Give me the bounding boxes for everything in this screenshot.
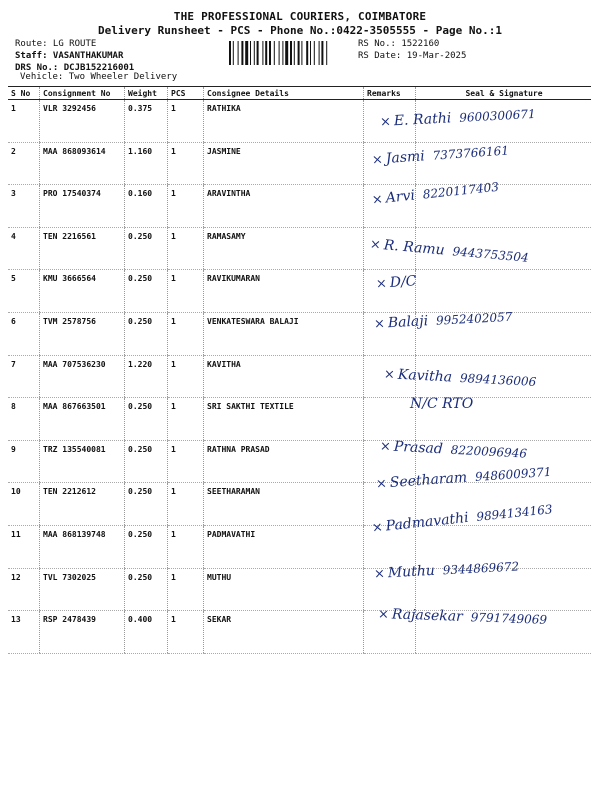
cross-mark: × [379,114,392,130]
weight-cell: 0.375 [125,100,168,143]
consignee-cell: RATHNA PRASAD [204,440,364,483]
sno-cell: 6 [8,312,40,355]
pcs-cell: 1 [168,142,204,185]
consignment-cell: TEN 2212612 [40,483,125,526]
weight-cell: 0.250 [125,227,168,270]
document-title: THE PROFESSIONAL COURIERS, COIMBATORE [173,10,427,23]
signature-cell [416,270,592,313]
signature-phone: 9443753504 [451,244,530,265]
pcs-cell: 1 [168,568,204,611]
signature-phone: 8220096946 [450,442,528,461]
cross-mark: × [369,237,382,253]
table-header-row [8,87,591,100]
cross-mark: × [379,439,392,455]
table-row [8,185,591,228]
weight-cell: 0.250 [125,525,168,568]
sno-cell: 7 [8,355,40,398]
consignee-cell: RAVIKUMARAN [204,270,364,313]
column-header-sno: S No [8,87,40,100]
pcs-cell: 1 [168,270,204,313]
cross-mark: × [377,607,390,623]
consignee-cell: SRI SAKTHI TEXTILE [204,398,364,441]
consignment-cell: MAA 868139748 [40,525,125,568]
remarks-cell [364,398,416,441]
pcs-cell: 1 [168,440,204,483]
cross-mark: × [383,367,396,383]
weight-cell: 1.220 [125,355,168,398]
vehicle-label: Vehicle: Two Wheeler Delivery [20,72,178,82]
rs-date: RS Date: 19-Mar-2025 [358,51,467,61]
sno-cell: 4 [8,227,40,270]
table-row [8,398,591,441]
sno-cell: 9 [8,440,40,483]
signature-phone: 9894134163 [475,502,554,524]
cross-mark: × [373,566,386,582]
consignment-cell: MAA 868093614 [40,142,125,185]
consignee-cell: KAVITHA [204,355,364,398]
pcs-cell: 1 [168,312,204,355]
pcs-cell: 1 [168,483,204,526]
rs-number: RS No.: 1522160 [358,39,440,49]
staff-label: Staff: VASANTHAKUMAR [15,51,124,61]
sno-cell: 8 [8,398,40,441]
cross-mark: × [375,476,388,492]
column-header-weight: Weight [125,87,168,100]
consignee-cell: RAMASAMY [204,227,364,270]
consignment-cell: TEN 2216561 [40,227,125,270]
consignee-cell: VENKATESWARA BALAJI [204,312,364,355]
weight-cell: 0.250 [125,312,168,355]
weight-cell: 1.160 [125,142,168,185]
signature-name: Rajasekar [391,606,464,625]
column-header-signature: Seal & Signature [416,87,592,100]
pcs-cell: 1 [168,525,204,568]
consignment-cell: TRZ 135540081 [40,440,125,483]
weight-cell: 0.250 [125,270,168,313]
signature-phone: 9791749069 [470,610,548,627]
weight-cell: 0.250 [125,398,168,441]
column-header-consignee: Consignee Details [204,87,364,100]
signature-name: N/C RTO [410,396,474,412]
cross-mark: × [375,276,388,292]
consignee-cell: ARAVINTHA [204,185,364,228]
column-header-consignment: Consignment No [40,87,125,100]
cross-mark: × [371,191,384,208]
pcs-cell: 1 [168,100,204,143]
weight-cell: 0.250 [125,483,168,526]
sno-cell: 5 [8,270,40,313]
signature-name: Balaji [387,313,429,332]
pcs-cell: 1 [168,355,204,398]
consignee-cell: SEKAR [204,611,364,654]
weight-cell: 0.250 [125,440,168,483]
pcs-cell: 1 [168,398,204,441]
signature-name: E. Rathi [393,110,452,130]
signature-name: Padmavathi [384,509,470,535]
sno-cell: 1 [8,100,40,143]
signature-phone: 9486009371 [474,464,552,485]
sno-cell: 12 [8,568,40,611]
runsheet-meta-left [15,38,134,74]
consignee-cell: RATHIKA [204,100,364,143]
signature-phone: 9952402057 [435,309,513,328]
drs-number: DRS No.: DCJB152216001 [15,63,135,73]
signature-name: Jasmi [385,148,426,168]
signature-name: R. Ramu [383,237,446,259]
pcs-cell: 1 [168,185,204,228]
weight-cell: 0.400 [125,611,168,654]
cross-mark: × [373,316,386,332]
consignment-cell: VLR 3292456 [40,100,125,143]
signature-name: Kavitha [397,366,453,386]
pcs-cell: 1 [168,227,204,270]
handwritten-signature [375,273,417,292]
sno-cell: 10 [8,483,40,526]
consignment-cell: KMU 3666564 [40,270,125,313]
signature-name: Prasad [393,438,444,458]
cross-mark: × [371,519,384,536]
column-header-pcs: PCS [168,87,204,100]
consignee-cell: MUTHU [204,568,364,611]
handwritten-signature [410,396,473,412]
sno-cell: 11 [8,525,40,568]
pcs-cell: 1 [168,611,204,654]
signature-phone: 7373766161 [432,143,510,163]
signature-name: Muthu [387,562,436,582]
signature-phone: 9894136006 [459,370,537,389]
consignment-cell: TVL 7302025 [40,568,125,611]
consignment-cell: MAA 867663501 [40,398,125,441]
sno-cell: 2 [8,142,40,185]
signature-phone: 9344869672 [442,559,520,578]
signature-name: D/C [389,273,418,292]
signature-name: Seetharam [389,469,468,492]
document-subtitle: Delivery Runsheet - PCS - Phone No.:0422-3505555 - Page No.:1 [98,24,502,37]
barcode [228,41,352,65]
runsheet-meta-right [358,38,466,62]
consignee-cell: SEETHARAMAN [204,483,364,526]
consignment-cell: PRO 17540374 [40,185,125,228]
consignment-cell: TVM 2578756 [40,312,125,355]
sno-cell: 13 [8,611,40,654]
signature-name: Arvi [384,187,416,207]
weight-cell: 0.250 [125,568,168,611]
signature-phone: 8220117403 [422,179,500,202]
signature-phone: 9600300671 [458,106,536,125]
consignment-cell: RSP 2478439 [40,611,125,654]
table-row [8,270,591,313]
cross-mark: × [371,152,384,168]
consignee-cell: JASMINE [204,142,364,185]
weight-cell: 0.160 [125,185,168,228]
route-label: Route: LG ROUTE [15,39,97,49]
column-header-remarks: Remarks [364,87,416,100]
consignment-cell: MAA 707536230 [40,355,125,398]
sno-cell: 3 [8,185,40,228]
consignee-cell: PADMAVATHI [204,525,364,568]
